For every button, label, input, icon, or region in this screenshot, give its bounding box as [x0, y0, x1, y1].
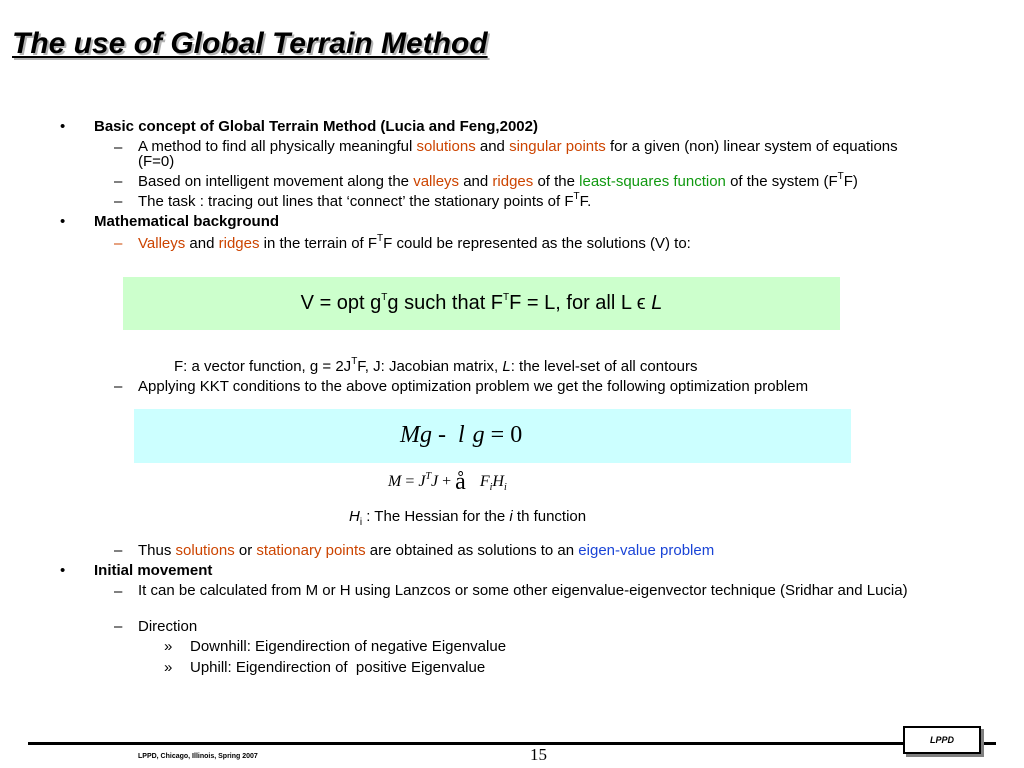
dash-icon: – [114, 193, 123, 210]
sub-sub-bullet-text: Uphill: Eigendirection of positive Eigenvalue [190, 659, 486, 676]
sub-bullet-text: Direction [138, 618, 198, 635]
dash-icon: – [114, 173, 123, 190]
sub-bullet-method [114, 139, 944, 171]
dash-icon: – [114, 235, 123, 252]
chevron-icon: » [164, 638, 173, 655]
highlight-solutions: solutions [416, 138, 476, 155]
formula-box-opt [123, 277, 840, 330]
highlight-least-squares: least-squares function [579, 173, 726, 190]
sub-bullet-thus [114, 542, 974, 559]
highlight-singular-points: singular points [509, 138, 606, 155]
highlight-ridges: ridges [218, 235, 260, 252]
bullet-basic-concept [60, 118, 960, 135]
bullet-icon: • [60, 562, 66, 579]
bullet-text: Basic concept of Global Terrain Method (Lucia and Feng,2002) [94, 118, 538, 135]
sub-sub-bullet-text: Downhill: Eigendirection of negative Eigenvalue [190, 638, 507, 655]
sub-bullet-text: Based on intelligent movement along the valleys and ridges of the least-squares function of the system $(F^TF)$ [138, 171, 858, 190]
equation-m-definition: $M = J^TJ$ + å $F_iH_i$ [388, 469, 507, 495]
dash-icon: – [114, 542, 123, 559]
sum-symbol: å [455, 469, 466, 495]
sub-bullet-text: Valleys and ridges in the terrain of $F^TF$ could be represented as the solutions (V) to: [138, 233, 691, 252]
sub-bullet-text: A method to find all physically meaningful solutions and singular points for a given (non) linear system of equations (F=0) [138, 138, 898, 170]
bullet-initial-movement [60, 562, 960, 579]
highlight-solutions: solutions [175, 542, 235, 559]
sub-bullet-task [114, 193, 974, 210]
sub-bullet-calculation [114, 583, 974, 615]
chevron-icon: » [164, 659, 173, 676]
highlight-valleys: valleys [413, 173, 460, 190]
sub-sub-bullet-downhill [164, 638, 964, 655]
highlight-valleys: Valleys [138, 235, 186, 252]
hessian-note: $H_i$ : The Hessian for the i th function [349, 508, 587, 528]
highlight-ridges: ridges [492, 173, 534, 190]
sub-bullet-text: It can be calculated from M or H using Lanzcos or some other eigenvalue-eigenvector technique (Sridhar and Lucia) [138, 582, 908, 599]
formula-text: V = opt $g^Tg$ such that $F^TF = L$, for all L ϵ L [300, 292, 663, 314]
page-number: 15 [530, 745, 547, 764]
dash-icon: – [114, 618, 123, 635]
definitions-line: F: a vector function, $g = 2J^TF$, J: Jacobian matrix, L: the level-set of all contours [174, 356, 698, 375]
equation-eigen: Mg - l g = 0 [400, 422, 523, 448]
bullet-icon: • [60, 213, 66, 230]
sub-bullet-text: Thus solutions or stationary points are obtained as solutions to an eigen-value problem [138, 542, 715, 559]
slide-title: The use of Global Terrain Method [12, 27, 488, 60]
bullet-icon: • [60, 118, 66, 135]
sub-bullet-movement [114, 173, 974, 190]
footer-caption: LPPD, Chicago, Illinois, Spring 2007 [138, 753, 258, 760]
highlight-stationary-points: stationary points [256, 542, 366, 559]
bullet-text: Mathematical background [94, 213, 280, 230]
footer-divider [28, 742, 996, 745]
bullet-text: Initial movement [94, 562, 213, 579]
sub-bullet-direction [114, 618, 974, 635]
dash-icon: – [114, 583, 123, 600]
highlight-eigen-value-problem: eigen-value problem [578, 542, 715, 559]
sub-bullet-valleys-ridges [114, 235, 974, 252]
sub-bullet-text: Applying KKT conditions to the above optimization problem we get the following optimization problem [138, 378, 809, 395]
sub-bullet-text: The task : tracing out lines that ‘connect’ the stationary points of $F^TF$. [138, 191, 592, 210]
bullet-math-background [60, 213, 960, 230]
sub-sub-bullet-uphill [164, 659, 964, 676]
lppd-logo: LPPD [903, 726, 981, 754]
dash-icon: – [114, 139, 123, 156]
dash-icon: – [114, 378, 123, 395]
sub-bullet-kkt [114, 378, 974, 395]
